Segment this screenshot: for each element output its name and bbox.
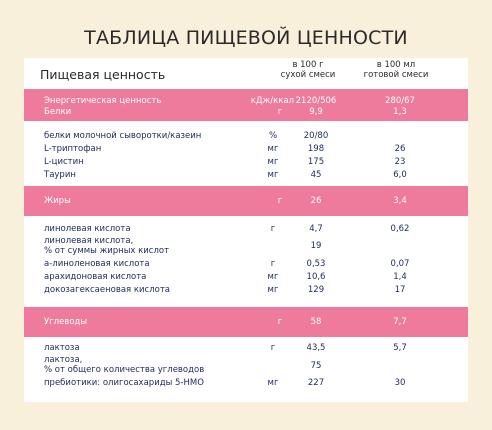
row-name: Жиры — [44, 196, 71, 206]
row-value-dry: 26 — [310, 196, 322, 206]
row-value-ready: 7,7 — [393, 317, 407, 327]
row-unit: г — [277, 196, 283, 206]
row-unit: г — [270, 224, 276, 234]
row-value-dry: 9,9 — [309, 107, 323, 117]
row-name: а-линоленовая кислота — [44, 259, 150, 269]
row-value-ready: 23 — [394, 157, 406, 167]
row-value-ready: 0,62 — [390, 224, 410, 234]
row-name: Белки — [44, 107, 72, 117]
row-unit: г — [277, 107, 283, 117]
row-name: линолевая кислота — [44, 224, 131, 234]
row-name: пребиотики: олигосахариды 5-HMO — [44, 378, 204, 388]
column-header-ready-line1: в 100 мл — [376, 60, 416, 70]
row-value-dry: 0,53 — [306, 259, 326, 269]
row-value-ready: 26 — [394, 144, 406, 154]
row-name-line2: % от общего количества углеводов — [44, 365, 205, 375]
row-value-dry: 45 — [310, 170, 322, 180]
row-unit: мг — [267, 378, 279, 388]
row-unit: г — [277, 317, 283, 327]
row-name: Таурин — [44, 170, 76, 180]
row-value-dry: 43,5 — [306, 343, 326, 353]
row-name: докозагексаеновая кислота — [44, 285, 170, 295]
row-value-dry: 19 — [310, 241, 322, 251]
row-name-line1: лактоза, — [44, 355, 83, 365]
row-name: белки молочной сыворотки/казеин — [44, 131, 202, 141]
row-name: Углеводы — [44, 317, 88, 327]
row-value-dry: 129 — [307, 285, 325, 295]
row-unit: мг — [267, 272, 279, 282]
row-name-line1: линолевая кислота, — [44, 236, 134, 246]
row-value-dry: 4,7 — [309, 224, 323, 234]
column-header-dry — [276, 60, 340, 80]
row-unit: % — [268, 131, 278, 141]
row-name — [44, 236, 169, 256]
row-value-ready: 0,07 — [390, 259, 410, 269]
row-value-dry: 10,6 — [306, 272, 326, 282]
row-value-ready: 1,3 — [393, 107, 407, 117]
row-value-dry: 58 — [310, 317, 322, 327]
row-value-ready: 5,7 — [393, 343, 407, 353]
row-value-dry: 175 — [307, 157, 325, 167]
column-header-dry-line1: в 100 г — [292, 60, 324, 70]
row-unit: г — [270, 343, 276, 353]
row-name — [44, 355, 204, 375]
row-unit: г — [270, 259, 276, 269]
page-title: ТАБЛИЦА ПИЩЕВОЙ ЦЕННОСТИ — [84, 27, 408, 49]
row-value-dry: 75 — [310, 361, 322, 371]
row-value-ready: 17 — [394, 285, 406, 295]
row-name: лактоза — [44, 343, 80, 353]
column-header-ready — [360, 60, 432, 80]
row-unit: кДж/ккал — [250, 96, 294, 106]
row-unit: мг — [267, 157, 279, 167]
row-value-ready: 1,4 — [393, 272, 407, 282]
row-name-line2: % от суммы жирных кислот — [44, 246, 170, 256]
row-value-ready: 30 — [394, 378, 406, 388]
row-value-dry: 227 — [307, 378, 325, 388]
row-name: арахидоновая кислота — [44, 272, 147, 282]
row-value-ready: 280/67 — [385, 96, 415, 106]
row-value-ready: 6,0 — [393, 170, 407, 180]
column-header-dry-line2: сухой смеси — [280, 70, 336, 80]
row-name: L-цистин — [44, 157, 84, 167]
row-unit: мг — [267, 285, 279, 295]
row-name: L-триптофан — [44, 144, 102, 154]
row-unit: мг — [267, 144, 279, 154]
row-value-dry: 198 — [307, 144, 325, 154]
table-header-label: Пищевая ценность — [40, 67, 166, 82]
row-value-dry: 2120/506 — [295, 96, 337, 106]
row-unit: мг — [267, 170, 279, 180]
row-value-ready: 3,4 — [393, 196, 407, 206]
row-name: Энергетическая ценность — [44, 96, 162, 106]
row-value-dry: 20/80 — [303, 131, 329, 141]
column-header-ready-line2: готовой смеси — [363, 70, 429, 80]
